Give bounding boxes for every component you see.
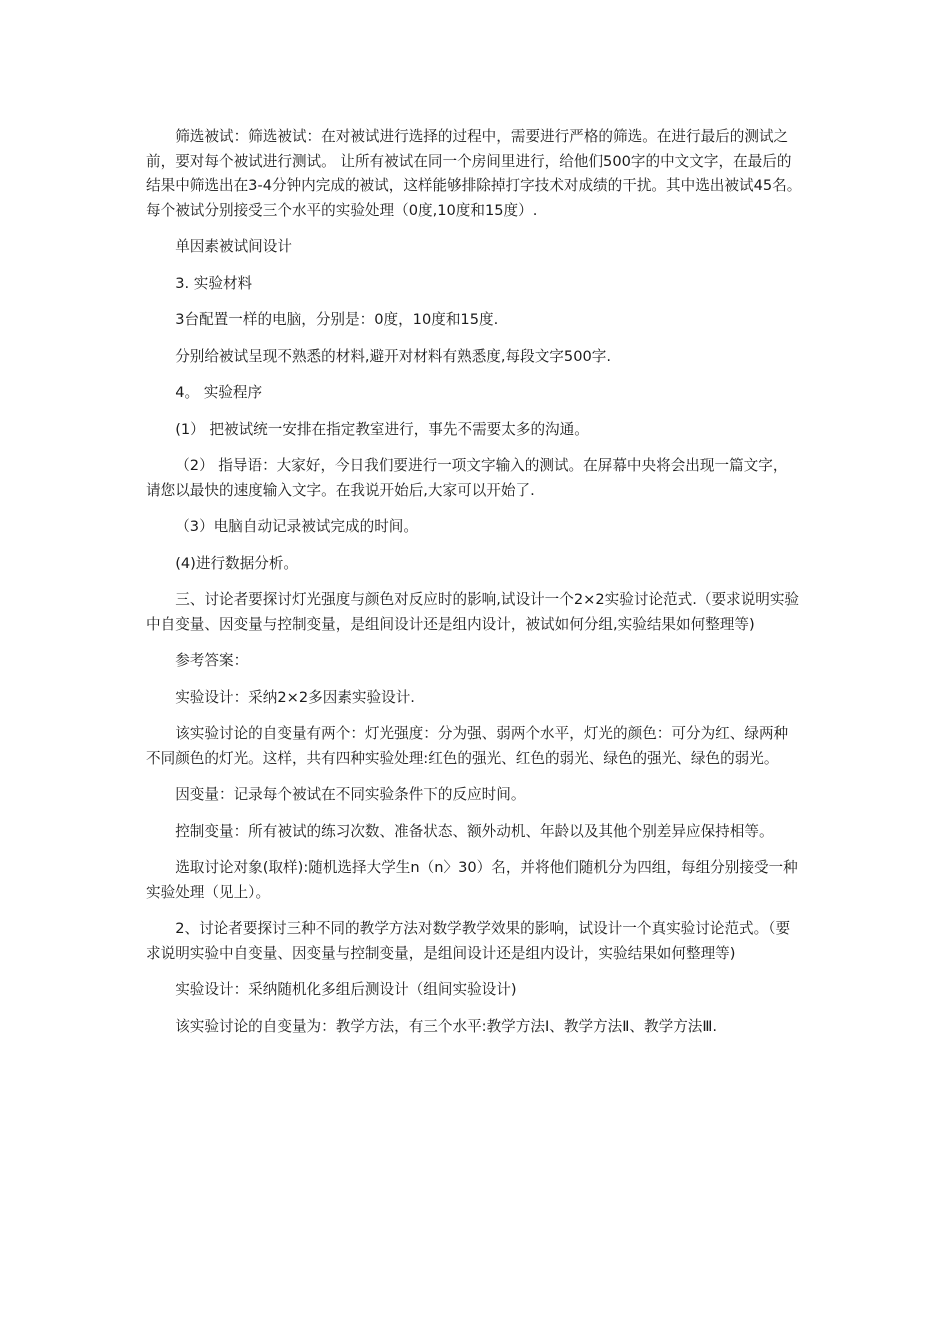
paragraph-design-multigroup: 实验设计：采纳随机化多组后测设计（组间实验设计) <box>175 981 517 998</box>
paragraph-procedure-step-4: (4)进行数据分析。 <box>175 554 299 572</box>
paragraph-independent-variables: 该实验讨论的自变量有两个：灯光强度：分为强、弱两个水平，灯光的颜色：可分为红、绿两种不同颜色的灯光。这样，共有四种实验处理:红色的强光、红色的弱光、绿色的强光、绿色的弱光。 <box>146 725 789 767</box>
heading-procedure: 4。 实验程序 <box>175 384 263 401</box>
paragraph-sampling: 选取讨论对象(取样):随机选择大学生n（n〉30）名，并将他们随机分为四组，每组分别接受一种实验处理（见上）。 <box>146 859 798 901</box>
paragraph-design-2x2: 实验设计：采纳2×2多因素实验设计. <box>175 688 415 706</box>
paragraph-procedure-step-2: （2） 指导语：大家好，今日我们要进行一项文字输入的测试。在屏幕中央将会出现一篇文字，请您以最快的速度输入文字。在我说开始后,大家可以开始了. <box>146 457 788 499</box>
paragraph-subject-screening: 筛选被试：筛选被试：在对被试进行选择的过程中，需要进行严格的筛选。在进行最后的测试之前，要对每个被试进行测试。 让所有被试在同一个房间里进行，给他们500字的中文文字，在最后的结果中筛选出在3-4分钟内完成的被试，这样能够排除掉打字技术对成绩的干扰。其中选出被试45名。每个被试分别接受三个水平的实验处理（0度,10度和15度）. <box>146 128 802 219</box>
paragraph-reference-answer: 参考答案： <box>175 652 249 669</box>
paragraph-procedure-step-3: （3）电脑自动记录被试完成的时间。 <box>175 518 418 535</box>
paragraph-design-type: 单因素被试间设计 <box>175 238 292 255</box>
paragraph-question-three: 三、讨论者要探讨灯光强度与颜色对反应时的影响,试设计一个2×2实验讨论范式.（要求说明实验中自变量、因变量与控制变量，是组间设计还是组内设计，被试如何分组,实验结果如何整理等) <box>146 591 800 633</box>
paragraph-computers: 3台配置一样的电脑，分别是：0度，10度和15度. <box>175 311 499 328</box>
paragraph-materials-text: 分别给被试呈现不熟悉的材料,避开对材料有熟悉度,每段文字500字. <box>175 347 611 365</box>
paragraph-dependent-variable: 因变量：记录每个被试在不同实验条件下的反应时间。 <box>175 786 526 803</box>
paragraph-procedure-step-1: (1） 把被试统一安排在指定教室进行，事先不需要太多的沟通。 <box>175 420 589 438</box>
paragraph-question-two: 2、讨论者要探讨三种不同的教学方法对数学教学效果的影响，试设计一个真实验讨论范式。（要求说明实验中自变量、因变量与控制变量，是组间设计还是组内设计，实验结果如何整理等) <box>146 920 791 962</box>
heading-materials: 3. 实验材料 <box>175 274 253 292</box>
paragraph-teaching-methods: 该实验讨论的自变量为：教学方法，有三个水平:教学方法Ⅰ、教学方法Ⅱ、教学方法Ⅲ. <box>175 1017 718 1035</box>
paragraph-control-variables: 控制变量：所有被试的练习次数、准备状态、额外动机、年龄以及其他个别差异应保持相等。 <box>175 822 774 840</box>
document-page <box>146 125 802 1051</box>
